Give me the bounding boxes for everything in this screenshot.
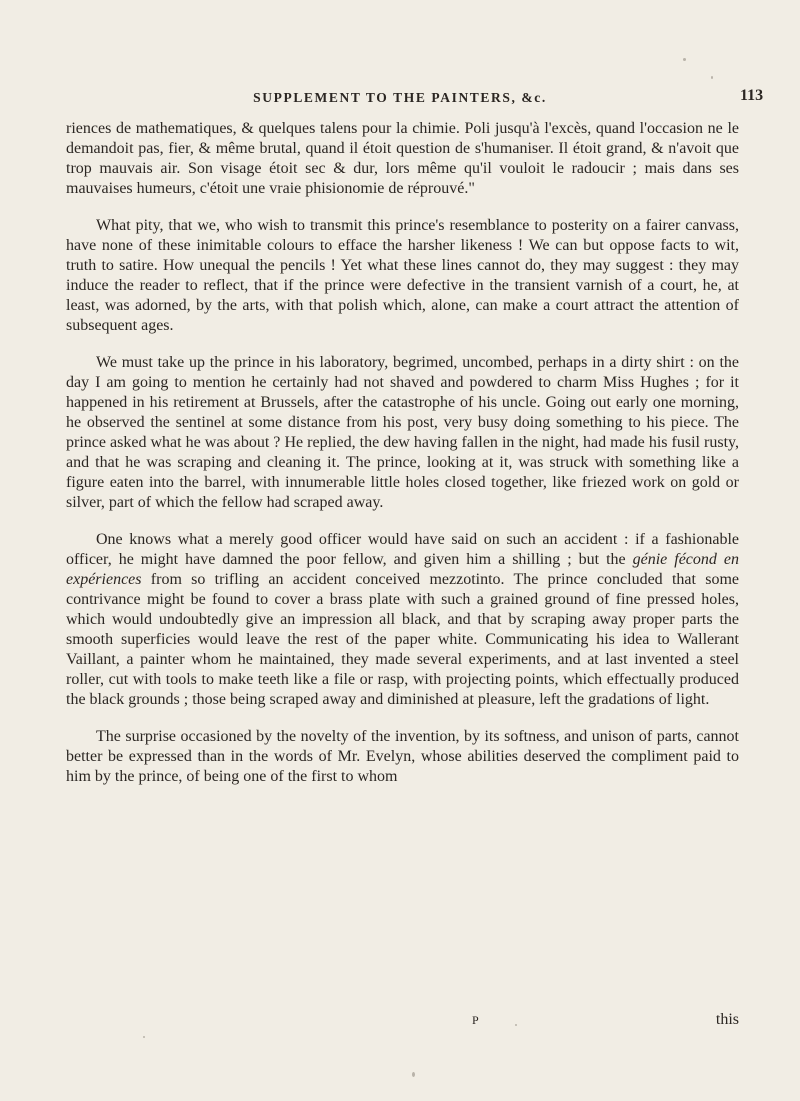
paragraph-5: The surprise occasioned by the novelty of the invention, by its softness, and unison of parts, cannot better be expressed than in the words of Mr. Evelyn, whose abilities deserved the compliment paid to him by the prince, of being one of the first to whom [66,728,739,785]
paper-speck [515,1024,517,1026]
paper-speck [143,1036,145,1038]
running-head: SUPPLEMENT TO THE PAINTERS, &c. [253,90,547,105]
paragraph-4-after: from so trifling an accident conceived mezzotinto. The prince concluded that some contrivance might be found to cover a brass plate with such a grained ground of fine pressed holes, which would undoubtedly give an impression all black, and that by scraping away proper parts the smooth superficies would leave the rest of the paper white. Communicating his idea to Wallerant Vaillant, a painter whom he maintained, they made several experiments, and at last invented a steel roller, cut with tools to make teeth like a file or rasp, with projecting points, which effectually produced the black grounds ; those being scraped away and diminished at pleasure, left the gradations of light. [66,571,739,708]
paragraph-4 [66,530,739,710]
paper-speck [683,58,686,61]
paragraph-2: What pity, that we, who wish to transmit this prince's resemblance to posterity on a fairer canvass, have none of these inimitable colours to efface the harsher likeness ! We can but oppose facts to wit, truth to satire. How unequal the pencils ! Yet what these lines cannot do, they may suggest : they may induce the reader to reflect, that if the prince were defective in the transient varnish of a court, he, at least, was adorned, by the arts, with that polish which, alone, can make a court attract the attention of subsequent ages. [66,217,739,334]
paragraph-1: riences de mathematiques, & quelques talens pour la chimie. Poli jusqu'à l'excès, quand l'occasion ne le demandoit pas, fier, & même brutal, quand il étoit question de s'humaniser. Il étoit grand, & n'avoit que trop mauvais air. Son visage étoit sec & dur, lors même qu'il vouloit le radoucir ; mais dans ses mauvaises humeurs, c'étoit une vraie phisionomie de réprouvé." [66,120,739,197]
paper-speck [412,1072,415,1077]
paragraph-4-italic: génie fécond en expériences [66,551,739,588]
signature-mark: P [472,1013,480,1027]
paragraph-4-before: One knows what a merely good officer would have said on such an accident : if a fashionable officer, he might have damned the poor fellow, and given him a shilling ; but the [66,531,739,568]
body-text [66,119,739,787]
catchword: this [715,1011,739,1028]
page-footer [66,1013,739,1033]
page-number: 113 [740,87,764,104]
paper-speck [711,76,713,79]
paragraph-3: We must take up the prince in his laboratory, begrimed, uncombed, perhaps in a dirty shirt : on the day I am going to mention he certainly had not shaved and powdered to charm Miss Hughes ; for it happened in his retirement at Brussels, after the catastrophe of his uncle. Going out early one morning, he observed the sentinel at some distance from his post, very busy doing something to his piece. The prince asked what he was about ? He replied, the dew having fallen in the night, had made his fusil rusty, and that he was scraping and cleaning it. The prince, looking at it, was struck with something like a figure eaten into the barrel, with innumerable little holes closed together, like friezed work on gold or silver, part of which the fellow had scraped away. [66,354,739,511]
